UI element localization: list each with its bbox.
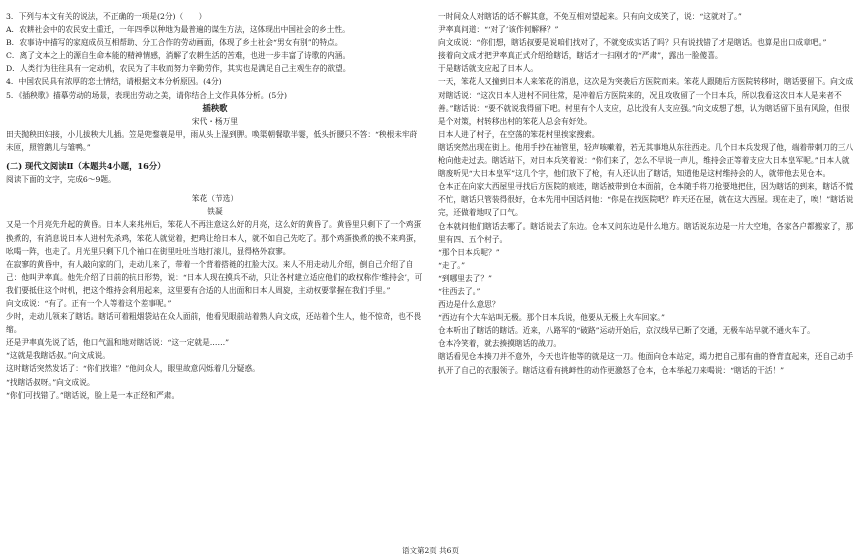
story-paragraph: 少时，走动儿领来了瞎话。瞎话可着粗烟袋站在众人面前，他看见眼前站着熟人向文成，还站着个生人，他不惊奇，也不畏缩。 [6, 312, 422, 335]
question-5: 5．《插秧歌》描摹劳动的场景，表现出劳动之美，请你结合上文作具体分析。(5分) [6, 90, 287, 100]
story-paragraph: 日本人进了村子，在空荡的笨花村里挨家搜索。 [438, 129, 600, 139]
story-paragraph: 还是尹率真先说了话，他口气温和地对瞎话说：“这一定就是……” [6, 338, 230, 348]
story-paragraph: 尹率真问道：“‘对了’该作何解释？” [438, 25, 559, 35]
story-author: 铁凝 [207, 207, 223, 217]
story-paragraph: 仓本正在向家大西屋里寻找后方医院的痕迹，瞎话被带到仓本面前，仓本随手将刀抢要地把住，因为瞎话的到来，瞎话不慌不忙，瞎话只管装得很好，仓本先用中国话问他：“你是在找医院吧？昨天还在屋，就在这大西屋。现在走了，唉！”瞎话说完，还做着地叹了口气。 [438, 182, 854, 218]
question-3-option-c: C．离了文本之上的源自生命本能的精神情感，消解了农耕生活的苦难，也进一步丰富了诗歌的内涵。 [6, 51, 351, 61]
reading-instruction: 阅读下面的文字，完成6～9题。 [6, 175, 116, 185]
poem-author: 宋代・杨万里 [191, 116, 239, 126]
question-3-option-b: B．农事诗中描写的家庭成员互相帮助、分工合作的劳动画面，体现了乡土社会“男女有别”的特点。 [6, 38, 343, 48]
story-paragraph: 接着向文成才把尹率真正式介绍给瞎话，瞎话才一扫刚才的“严肃”，露出一脸傻喜。 [438, 51, 723, 61]
poem-title: 插秧歌 [202, 102, 228, 113]
story-paragraph: 这时瞎话突然发话了：“你们找谁？”他问众人，眼里故意闪烁着几分疑惑。 [6, 364, 260, 374]
right-column [438, 10, 856, 377]
question-3-stem: 3．下列与本文有关的说法，不正确的一项是(2分)（ ） [6, 12, 207, 21]
story-title: 笨花（节选） [191, 194, 239, 204]
story-paragraph: 一时间众人对瞎话的话不解其意，不免互相对望起来。只有向文成笑了，说：“这就对了。” [438, 12, 742, 21]
left-column [6, 10, 424, 402]
story-paragraph: 在寂寥的黄昏中，有人敲向家的门，走动儿来了，带着一个背着搭裢的扛脸大汉。来人不用走动儿介绍，倒自己介绍了自己：他叫尹率真。他先介绍了日前的抗日形势，说：“日本人现在摸兵不动，只让各村建立适应他们的政权称作‘维持会’，可我们要抵住这个时机，把这个维持会利用起来，这里要有合适的人出面和日本人周旋，主动权要掌握在我们手里。” [6, 259, 423, 295]
story-paragraph: 于是瞎话就支应起了日本人。 [438, 64, 538, 74]
story-paragraph: 瞎话看见仓本揍刀并不意外，今天也许他等的就是这一刀。他面向仓本站定，竭力把自己那有曲的脊背直起来，还自己动手扒开了自己的衣服领子。瞎话这看有挑衅性的动作更激怒了仓本，仓本举起刀来喝说：“瞎话的干活！” [438, 352, 854, 375]
story-paragraph: “那个日本兵呢？” [438, 247, 500, 257]
story-paragraph: “你们可找错了。”瞎话说，脸上是一本正经和严肃。 [6, 390, 180, 400]
story-paragraph: 又是一个月亮先升起的黄昏。日本人来兆州后，笨花人不再注意这么好的月亮，这么好的黄昏了。黄昏里只剩下了一个鸡蛋换煮的，有消息说日本人进村先杀鸡，笨花人就觉着，把鸡让给日本人，就不如自己先吃了。那个鸡蛋换煮的换不来鸡蛋，吆喝一阵，也走了。月光里只剩下几个袖口在街里吐吐当地打滚儿，显得格外寂寥。 [6, 220, 422, 256]
story-paragraph: “这就是我瞎话叔。”向文成说。 [6, 351, 110, 361]
story-paragraph: “往西去了。” [438, 286, 481, 296]
section-heading: (二) 现代文阅读Ⅱ（本题共4小题，16分） [6, 161, 166, 172]
story-paragraph: 向文成说：“有了。正有一个人等着这个差事呢。” [6, 298, 172, 308]
story-paragraph: “西边有个大车站叫无极。那个日本兵说，他要从无极上火车回家。” [438, 313, 665, 323]
story-paragraph: “走了。” [438, 260, 466, 270]
story-paragraph: 仓本就问他们瞎话去哪了。瞎话说去了东边。仓本又问东边是什么地方。瞎话说东边是一片大空地，各家各户都搬家了，那里有四、五个村子。 [438, 221, 854, 244]
question-3-option-a: A．农耕社会中的农民安土重迁，一年四季以种地为最普遍的谋生方法，这体现出中国社会的乡土性。 [6, 25, 350, 35]
story-paragraph: 仓本冷笑着，就去揍摸瞎话的战刀。 [438, 339, 562, 349]
story-paragraph: 仓本听出了瞎话的瞎话。近来，八路军的“破路”运动开始后，京汉线早已断了交通，无极车站早就不通火车了。 [438, 326, 815, 336]
story-paragraph: 一天，笨花人又撞到日本人来笨花的消息，这次是为突袭后方医院而来。笨花人跟随后方医院转移时，瞎话要留下。向文成对瞎话说：“这次日本人进村不同往常，是冲着后方医院来的，况且攻收留了一个日本兵，所以我看这次日本人是来者不善。”瞎话说：“要不就说我得留下吧。村里有个人支应，总比没有人支应强。”向文成想了想，认为瞎话留下虽有风险，但很是个对策，村转移出村的笨花人总会有好处。 [438, 77, 854, 126]
story-paragraph: “找瞎话叔呀。”向文成说。 [6, 377, 95, 387]
story-paragraph: 瞎话突然出现在街上。他用手抄在袖管里，轻声咳嗽着，若无其事地从东往西走。几个日本兵发现了他，端着带刺刀的三八枪向他走过去。瞎话站下，对日本兵笑着说：“你们来了，怎么不早说一声儿，维持会正等着支应大日本皇军呢。”日本人就瞎废听见“大日本皇军”这几个字，他们放下了枪，有人还认出了瞎话，知道他是这村维持会的人，就带他去见仓本。 [438, 142, 854, 179]
question-4: 4．中国农民具有浓厚的恋土情结，请根据文本分析原因。(4分) [6, 77, 222, 87]
story-paragraph: 西边是什么意思？ [438, 300, 500, 310]
story-paragraph: 向文成说：“你们想，瞎话叔要是说咱们找对了，不就变成实话了吗？只有说找错了才是瞎话。也算是出口成章吧。” [438, 38, 827, 48]
question-3-option-d: D．人类行为往往具有一定动机，农民为了丰收而努力辛勤劳作，其实也是满足自己主观生存的欲望。 [6, 64, 351, 74]
page-footer: 语文第2页 共6页 [402, 546, 459, 555]
story-paragraph: “到哪里去了？” [438, 273, 492, 283]
poem-text: 田夫抛秧田妇接，小儿拔秧大儿插。笠是兜鍪蓑是甲，雨从头上湿到胛。唤渠朝餐歇半霎，低头折腰只不答：“秧根未牢莳未匝，照管鹅儿与雏鸭。” [6, 129, 418, 152]
